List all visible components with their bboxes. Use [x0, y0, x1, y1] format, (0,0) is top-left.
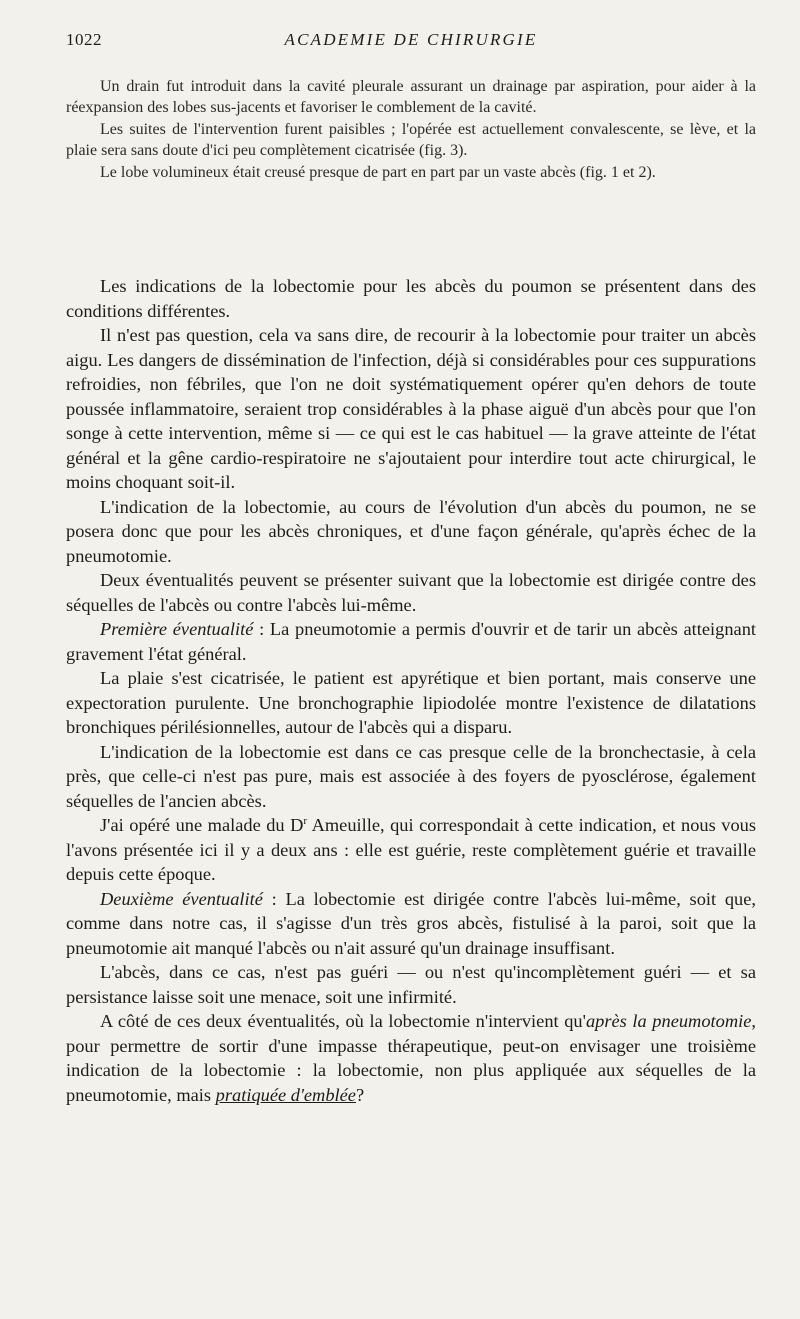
- body-paragraph: La plaie s'est cicatrisée, le patient est apyrétique et bien portant, mais conserve une expectoration purulente. Une bronchographie lipiodolée montre l'existence de dilatations bronchiques périlésionnelles, autour de l'abcès qui a disparu.: [66, 668, 756, 737]
- closing-text-a: A côté de ces deux éventualités, où la lobectomie n'intervient qu': [100, 1011, 586, 1031]
- closing-emphasis-2: pratiquée d'emblée: [215, 1084, 356, 1105]
- case-note-paragraph: Les suites de l'intervention furent paisibles ; l'opérée est actuellement convalescente, se lève, et la plaie sera sans doute d'ici peu complètement cicatrisée (fig. 3).: [66, 120, 756, 160]
- second-eventuality-label: Deuxième éventualité: [100, 888, 263, 909]
- body-paragraph: [66, 813, 756, 887]
- doctor-superscript: r: [303, 814, 308, 827]
- body-paragraph: [66, 887, 756, 961]
- case-note-paragraph: Le lobe volumineux était creusé presque de part en part par un vaste abcès (fig. 1 et 2).: [100, 163, 656, 181]
- closing-text-c: ?: [355, 1084, 365, 1105]
- body-paragraph: L'indication de la lobectomie, au cours de l'évolution d'un abcès du poumon, ne se posera donc que pour les abcès chroniques, et d'une façon générale, qu'après échec de la pneumotomie.: [66, 496, 756, 566]
- case-notes: [66, 76, 756, 183]
- body-paragraph: L'indication de la lobectomie est dans ce cas presque celle de la bronchectasie, à cela près, que celle-ci n'est pas pure, mais est associée à des foyers de pyosclérose, également séquelles de l'ancien abcès.: [66, 741, 756, 811]
- first-eventuality-text: : La pneumotomie a permis d'ouvrir et de tarir un abcès atteignant gravement l'état général.: [66, 619, 756, 664]
- body-paragraph: [66, 617, 756, 666]
- main-text: [66, 274, 756, 1107]
- second-eventuality-text: : La lobectomie est dirigée contre l'abcès lui-même, soit que, comme dans notre cas, il s'agisse d'un très gros abcès, fistulisé à la paroi, soit que la pneumotomie ait manqué l'abcès ou n'ait assuré qu'un drainage insuffisant.: [66, 888, 756, 958]
- running-head: [66, 30, 756, 54]
- first-eventuality-label: Première éventualité: [100, 619, 254, 639]
- body-paragraph: Les indications de la lobectomie pour les abcès du poumon se présentent dans des conditions différentes.: [66, 276, 756, 321]
- body-paragraph: L'abcès, dans ce cas, n'est pas guéri — ou n'est qu'incomplètement guéri — et sa persistance laisse soit une menace, soit une infirmité.: [66, 962, 756, 1007]
- body-paragraph: Deux éventualités peuvent se présenter suivant que la lobectomie est dirigée contre des séquelles de l'abcès ou contre l'abcès lui-même.: [66, 570, 756, 615]
- closing-emphasis: après la pneumotomie: [585, 1011, 752, 1031]
- page-number: 1022: [66, 30, 102, 49]
- body-paragraph: Il n'est pas question, cela va sans dire, de recourir à la lobectomie pour traiter un abcès aigu. Les dangers de dissémination de l'infection, déjà si considérables pour ces suppurations refroidies, non fébriles, que l'on ne doit systématiquement opérer qu'en dehors de toute poussée inflammatoire, seraient trop considérables à la phase aiguë d'un abcès pour que l'on songe à cette intervention, même si — ce qui est le cas habituel — la grave atteinte de l'état général et la gêne cardio-respiratoire ne s'ajoutaient pour interdire tout acte chirurgical, le moins choquant soit-il.: [66, 325, 756, 492]
- closing-text-b: , pour permettre de sortir d'une impasse thérapeutique, peut-on envisager une troisième indication de la lobectomie : la lobectomie, non plus appliquée aux séquelles de la pneumotomie, mais: [66, 1011, 756, 1105]
- ameuille-text-b: Ameuille, qui correspondait à cette indication, et nous vous l'avons présentée ici il y a deux ans : elle est guérie, reste complètement guérie et travaille depuis cette époque.: [66, 815, 756, 884]
- journal-title: ACADEMIE DE CHIRURGIE: [284, 30, 538, 49]
- case-note-paragraph: Un drain fut introduit dans la cavité pleurale assurant un drainage par aspiration, pour aider à la réexpansion des lobes sus-jacents et favoriser le comblement de la cavité.: [66, 78, 756, 117]
- ameuille-text-a: J'ai opéré une malade du D: [100, 815, 304, 835]
- body-paragraph: [66, 1009, 756, 1107]
